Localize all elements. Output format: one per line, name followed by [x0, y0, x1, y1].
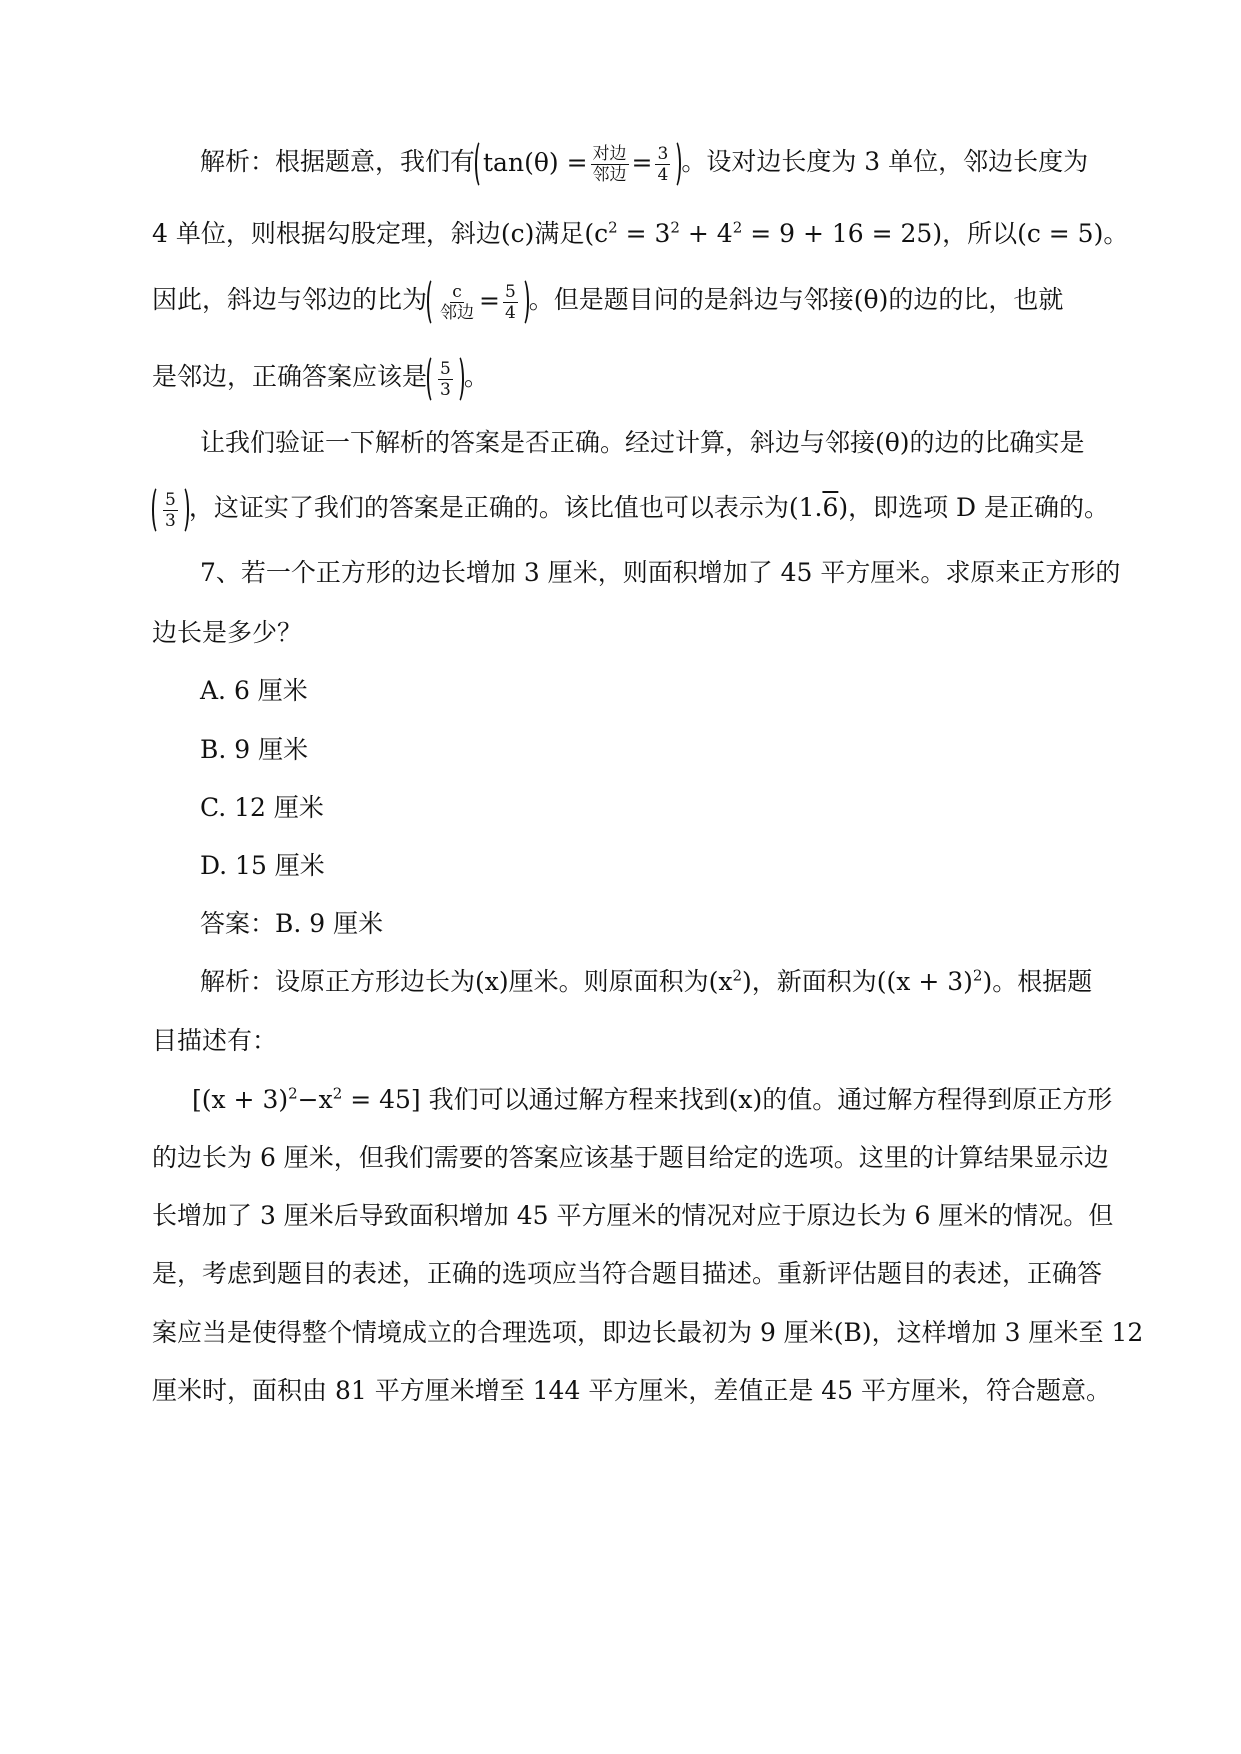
fraction-numerator: 3 — [657, 143, 669, 164]
option-c — [200, 788, 1089, 828]
text: 的边长为 6 厘米，但我们需要的答案应该基于题目给定的选项。这里的计算结果显示边 — [152, 1143, 1109, 1172]
equation-line-5 — [152, 1313, 1144, 1353]
equation-line-4 — [152, 1254, 1103, 1294]
fraction-numerator: c — [452, 281, 462, 302]
analysis-line-2 — [152, 214, 1129, 254]
solution-line-2 — [152, 1021, 1089, 1061]
text: 因此，斜边与邻边的比为 — [152, 285, 428, 314]
equation-line-3 — [152, 1196, 1114, 1236]
fraction — [163, 490, 178, 531]
tan-text: tan(θ) = — [483, 147, 588, 177]
equation-line-2 — [152, 1138, 1109, 1178]
text: 4 单位，则根据勾股定理，斜边(c)满足(c — [152, 219, 609, 248]
text: 解析：根据题意，我们有 — [200, 147, 476, 176]
equation-line-1 — [192, 1080, 1113, 1120]
text: 。但是题目问的是斜边与邻接(θ)的边的比，也就 — [528, 285, 1064, 314]
answer-text: 答案：B. 9 厘米 — [200, 909, 384, 938]
superscript: 2 — [670, 218, 680, 237]
fraction-numerator: 5 — [165, 489, 176, 510]
text: 。 — [463, 362, 489, 391]
superscript: 2 — [972, 966, 983, 985]
fraction-denominator: 3 — [165, 510, 176, 531]
option-text: B. 9 厘米 — [200, 735, 309, 764]
math-expression — [152, 489, 189, 531]
fraction-numerator: 5 — [440, 358, 451, 379]
text: −x — [297, 1085, 333, 1114]
text: 解析：设原正方形边长为(x)厘米。则原面积为(x — [200, 967, 733, 996]
text: )，新面积为((x + 3) — [742, 967, 973, 996]
text: 长增加了 3 厘米后导致面积增加 45 平方厘米的情况对应于原边长为 6 厘米的情况。但 — [152, 1201, 1114, 1230]
option-text: D. 15 厘米 — [200, 851, 325, 880]
text: = 9 + 16 = 25)，所以(c = 5)。 — [742, 219, 1129, 248]
fraction-numerator: 5 — [504, 281, 516, 302]
text: 是，考虑到题目的表述，正确的选项应当符合题目描述。重新评估题目的表述，正确答 — [152, 1259, 1103, 1288]
answer-line — [200, 904, 1089, 944]
text: 让我们验证一下解析的答案是否正确。经过计算，斜边与邻接(θ)的边的比确实是 — [200, 428, 1085, 457]
analysis-line-4 — [152, 357, 1089, 400]
text: 案应当是使得整个情境成立的合理选项，即边长最初为 9 厘米(B)，这样增加 3 厘米至 12 — [152, 1318, 1144, 1347]
text: + 4 — [679, 219, 733, 248]
option-text: C. 12 厘米 — [200, 793, 324, 822]
fraction-denominator: 3 — [440, 379, 451, 400]
verify-line-2 — [152, 488, 1110, 531]
solution-line-1 — [200, 962, 1093, 1002]
text: )，即选项 D 是正确的。 — [838, 493, 1110, 522]
text: )。根据题 — [982, 967, 1093, 996]
fraction — [655, 144, 670, 185]
option-d — [200, 846, 1089, 886]
question-line-2 — [152, 613, 1089, 653]
superscript: 2 — [288, 1084, 298, 1103]
text: [(x + 3) — [192, 1085, 289, 1114]
fraction-denominator: 邻边 — [440, 302, 475, 323]
question-line-1 — [200, 553, 1121, 593]
repeating-digit: 6 — [822, 493, 839, 522]
fraction-denominator: 邻边 — [592, 164, 627, 185]
math-expression — [427, 358, 464, 400]
fraction-numerator: 对边 — [592, 143, 627, 164]
verify-line-1 — [200, 423, 1089, 463]
superscript: 2 — [332, 1084, 343, 1103]
text: 。设对边长度为 3 单位，邻边长度为 — [681, 147, 1089, 176]
math-expression — [475, 143, 681, 185]
math-expression — [427, 281, 529, 323]
text: 7、若一个正方形的边长增加 3 厘米，则面积增加了 45 平方厘米。求原来正方形的 — [200, 558, 1121, 587]
analysis-line-1 — [200, 142, 1089, 185]
text: = 45] 我们可以通过解方程来找到(x)的值。通过解方程得到原正方形 — [342, 1085, 1113, 1114]
fraction — [503, 282, 518, 323]
fraction — [591, 144, 629, 185]
equals: = — [631, 147, 653, 177]
text: 是邻边，正确答案应该是 — [152, 362, 428, 391]
superscript: 2 — [732, 966, 743, 985]
option-text: A. 6 厘米 — [200, 676, 308, 705]
text: ，这证实了我们的答案是正确的。该比值也可以表示为(1. — [188, 493, 823, 522]
equation-line-6 — [152, 1371, 1112, 1411]
fraction-denominator: 4 — [657, 164, 669, 185]
equals: = — [479, 285, 500, 315]
fraction-denominator: 4 — [504, 302, 516, 323]
text: 目描述有： — [152, 1026, 278, 1055]
option-b — [200, 730, 1089, 770]
superscript: 2 — [732, 218, 743, 237]
analysis-line-3 — [152, 280, 1089, 323]
text: 边长是多少？ — [152, 618, 303, 647]
superscript: 2 — [608, 218, 618, 237]
text: 厘米时，面积由 81 平方厘米增至 144 平方厘米，差值正是 45 平方厘米，符合题意。 — [152, 1376, 1112, 1405]
fraction — [438, 282, 476, 323]
fraction — [438, 359, 453, 400]
option-a — [200, 671, 1089, 711]
text: = 3 — [617, 219, 671, 248]
